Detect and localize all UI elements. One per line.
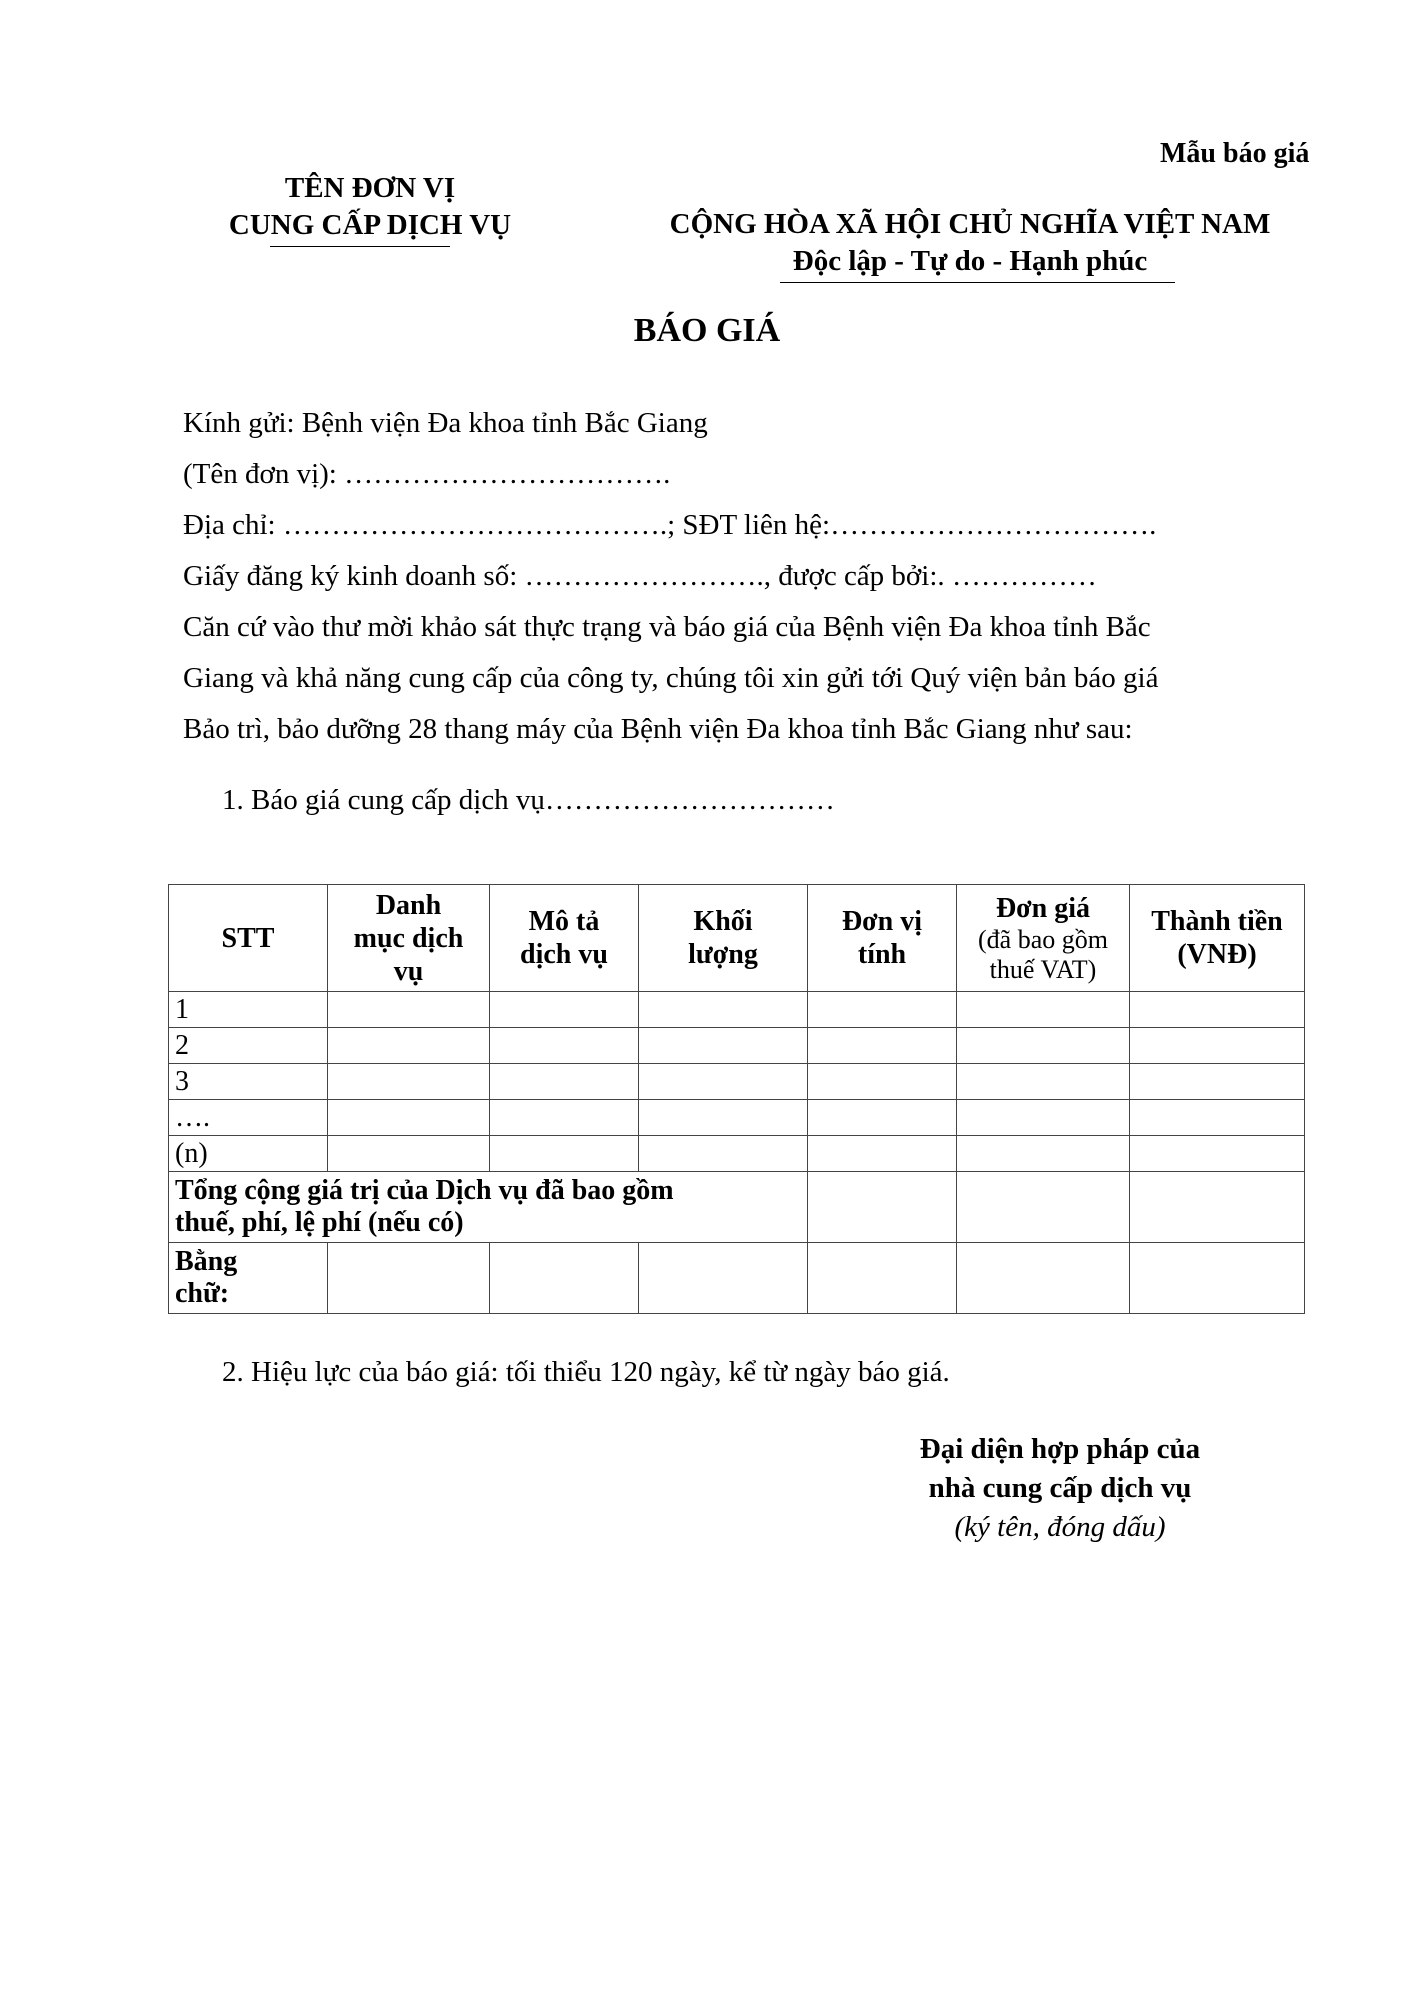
in-words-label-line2: chữ: xyxy=(175,1278,230,1309)
header-unit-line1: Đơn vị xyxy=(841,906,923,937)
in-words-label-line1: Bằng xyxy=(175,1246,238,1277)
business-license-line: Giấy đăng ký kinh doanh số: ……………………., được cấp bởi:. …………… xyxy=(183,560,1097,592)
organization-underline xyxy=(270,246,450,247)
header-unit-price xyxy=(957,885,1130,992)
row-stt: 3 xyxy=(169,1064,328,1100)
organization-name xyxy=(210,170,530,244)
table-in-words-row xyxy=(169,1243,1305,1314)
intro-line-2: Giang và khả năng cung cấp của công ty, chúng tôi xin gửi tới Quý viện bản báo giá xyxy=(183,662,1159,694)
nation-name: CỘNG HÒA XÃ HỘI CHỦ NGHĨA VIỆT NAM xyxy=(669,208,1271,240)
table-row xyxy=(169,1064,1305,1100)
national-heading xyxy=(640,206,1300,280)
table-total-row xyxy=(169,1172,1305,1243)
unit-name-line: (Tên đơn vị): ……………………………. xyxy=(183,458,671,490)
header-description xyxy=(490,885,639,992)
header-category xyxy=(328,885,490,992)
header-category-line2: mục dịch xyxy=(353,922,464,954)
motto-underline xyxy=(780,282,1175,283)
header-amount xyxy=(1130,885,1305,992)
organization-name-line1: TÊN ĐƠN VỊ xyxy=(284,172,456,204)
row-stt: (n) xyxy=(169,1136,328,1172)
form-label: Mẫu báo giá xyxy=(1160,138,1310,169)
header-amount-line1: Thành tiền xyxy=(1151,906,1283,937)
address-line: Địa chỉ: ………………………………….; SĐT liên hệ:……………………………. xyxy=(183,509,1157,541)
header-quantity-line1: Khối xyxy=(693,906,753,937)
total-label-line1: Tổng cộng giá trị của Dịch vụ đã bao gồm xyxy=(175,1175,674,1206)
header-unit-line2: tính xyxy=(857,939,907,970)
header-stt: STT xyxy=(169,885,328,992)
header-amount-line2: (VNĐ) xyxy=(1177,939,1257,970)
header-description-line2: dịch vụ xyxy=(520,939,608,970)
table-row xyxy=(169,1028,1305,1064)
header-category-line1: Danh xyxy=(375,889,442,921)
in-words-label xyxy=(169,1243,328,1314)
signature-role-line1: Đại diện hợp pháp của xyxy=(919,1433,1201,1465)
header-unit xyxy=(808,885,957,992)
letter-body xyxy=(183,398,1308,755)
section-1-heading: 1. Báo giá cung cấp dịch vụ………………………… xyxy=(222,784,835,816)
intro-line-1: Căn cứ vào thư mời khảo sát thực trạng và báo giá của Bệnh viện Đa khoa tỉnh Bắc xyxy=(183,611,1151,643)
row-stt: …. xyxy=(169,1100,328,1136)
header-category-line3: vụ xyxy=(393,955,424,987)
header-unit-price-line1: Đơn giá xyxy=(995,892,1091,924)
recipient-line: Kính gửi: Bệnh viện Đa khoa tỉnh Bắc Giang xyxy=(183,407,708,439)
header-unit-price-line3: thuế VAT) xyxy=(989,954,1097,984)
table-row xyxy=(169,992,1305,1028)
organization-name-line2: CUNG CẤP DỊCH VỤ xyxy=(228,209,512,241)
signature-note: (ký tên, đóng dấu) xyxy=(954,1511,1166,1543)
table-header-row xyxy=(169,885,1305,992)
signature-role-line2: nhà cung cấp dịch vụ xyxy=(928,1472,1192,1504)
header-unit-price-line2: (đã bao gồm xyxy=(978,924,1108,954)
header-description-line1: Mô tả xyxy=(528,906,600,937)
table-row xyxy=(169,1100,1305,1136)
header-quantity-line2: lượng xyxy=(688,939,758,970)
row-stt: 2 xyxy=(169,1028,328,1064)
total-label xyxy=(169,1172,808,1243)
intro-line-3: Bảo trì, bảo dưỡng 28 thang máy của Bệnh viện Đa khoa tỉnh Bắc Giang như sau: xyxy=(183,713,1133,745)
signature-block xyxy=(850,1430,1270,1547)
table-row xyxy=(169,1136,1305,1172)
section-2-validity: 2. Hiệu lực của báo giá: tối thiểu 120 ngày, kể từ ngày báo giá. xyxy=(222,1356,950,1388)
document-title: BÁO GIÁ xyxy=(633,312,781,349)
total-label-line2: thuế, phí, lệ phí (nếu có) xyxy=(175,1207,464,1238)
header-quantity xyxy=(639,885,808,992)
quotation-table xyxy=(168,884,1305,1314)
national-motto: Độc lập - Tự do - Hạnh phúc xyxy=(792,245,1148,277)
row-stt: 1 xyxy=(169,992,328,1028)
